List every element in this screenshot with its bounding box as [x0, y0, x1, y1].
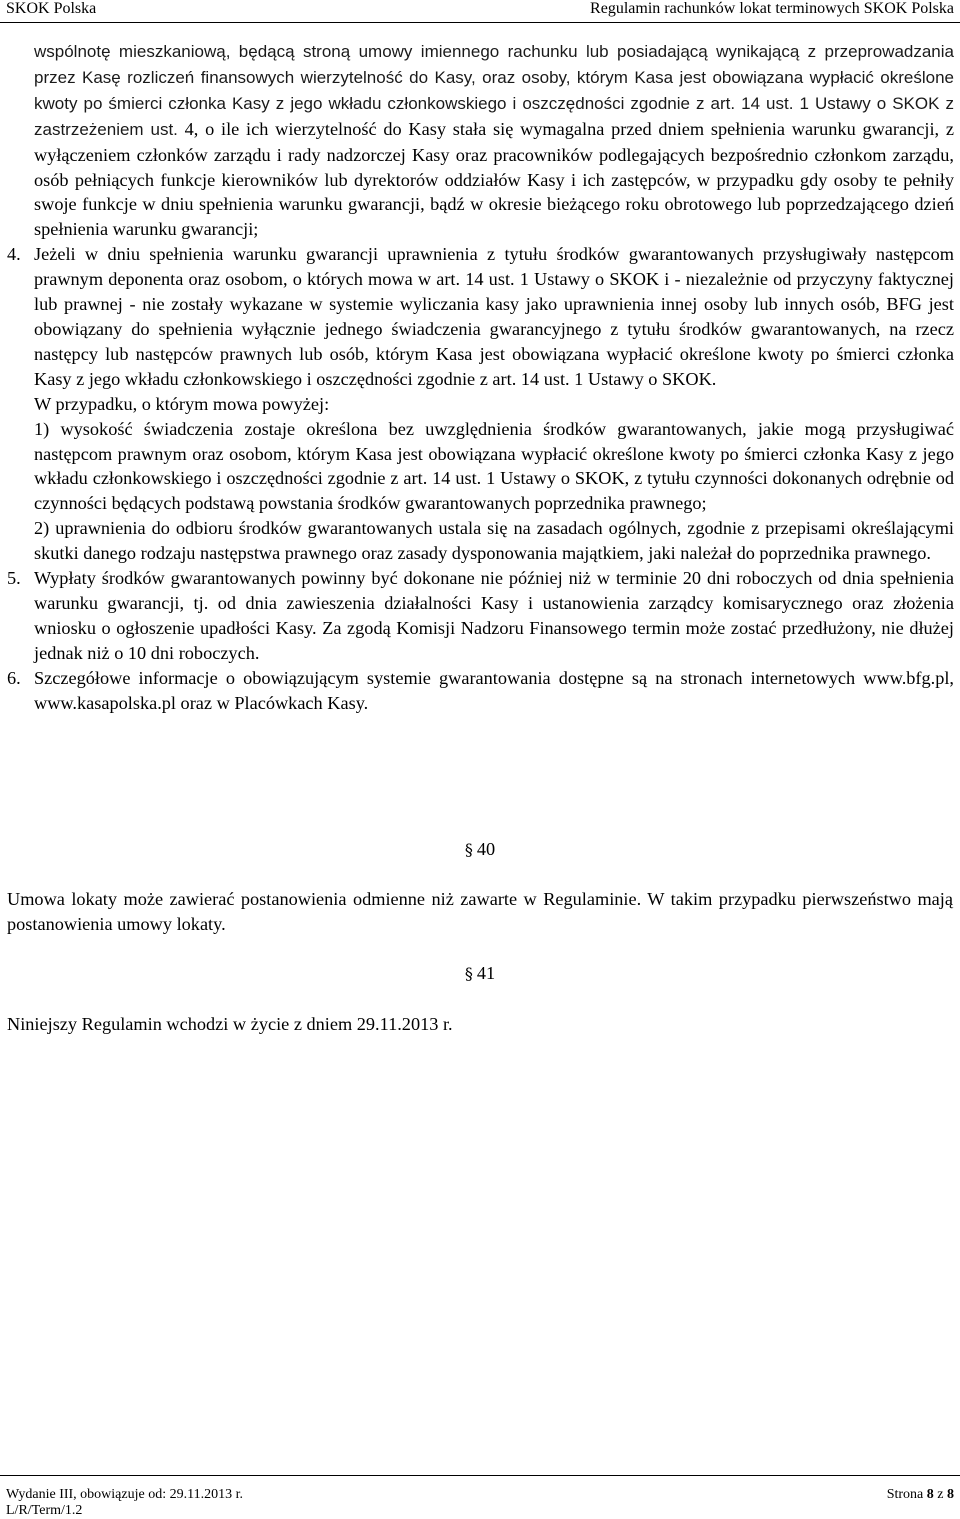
- section-40-paragraph: Umowa lokaty może zawierać postanowienia odmienne niż zawarte w Regulaminie. W takim przypadku pierwszeństwo mają postanowienia umowy lokaty.: [7, 889, 953, 934]
- document-body: [7, 39, 954, 715]
- section-symbol: §: [464, 840, 473, 859]
- list-item-6: [7, 666, 954, 716]
- footer-page-number: Strona 8 z 8: [886, 1487, 954, 1502]
- continuation-paragraph: [34, 39, 954, 242]
- header-document-title: Regulamin rachunków lokat terminowych SKOK Polska: [590, 0, 954, 17]
- page-footer: [0, 1475, 960, 1516]
- continuation-text-serif: 4, o ile ich wierzytelność do Kasy stała się wymagalna przed dniem spełnienia warunku gwarancji, z wyłączeniem członków zarządu i rady nadzorczej Kasy oraz pracowników podlegających bezpośrednio członkom zarządu, osób pełniących funkcje kierowników lub dyrektorów oddziałów Kasy i ich zastępców, w przypadku gdy osoby te pełniły swoje funkcje w dniu spełnienia warunku gwarancji, bądź w okresie bieżącego roku obrotowego lub poprzedzającego dzień spełnienia warunku gwarancji;: [34, 118, 954, 240]
- continuation-text-sans: wspólnotę mieszkaniową, będącą stroną umowy imiennego rachunku lub posiadającą wynikającą z przeprowadzania przez Kasę rozliczeń finansowych wierzytelność do Kasy, oraz osoby, którym Kasa jest obowiązana wypłacić określone kwoty po śmierci członka Kasy z jego wkładu członkowskiego i oszczędności zgodnie z art. 14 ust. 1 Ustawy o SKOK z zastrzeżeniem ust.: [34, 42, 954, 139]
- footer-edition: Wydanie III, obowiązuje od: 29.11.2013 r.: [6, 1487, 243, 1502]
- list-item-intro: W przypadku, o którym mowa powyżej:: [34, 393, 330, 414]
- list-item-text: Jeżeli w dniu spełnienia warunku gwarancji uprawnienia z tytułu środków gwarantowanych przysługiwały następcom prawnym deponenta oraz osobom, o których mowa w art. 14 ust. 1 Ustawy o SKOK i - niezależnie od przyczyny faktycznej lub prawnej - nie zostały wykazane w systemie wyliczania kasy jako uprawnienia innej osoby lub innych osób, BFG jest obowiązany do spełnienia wyłącznie jednego świadczenia gwarancyjnego z tytułu środków gwarantowanych, na rzecz następcy lub następców prawnych lub osób, którym Kasa jest obowiązana wypłacić określone kwoty po śmierci członka Kasy z jego wkładu członkowskiego i oszczędności zgodnie z art. 14 ust. 1 Ustawy o SKOK.: [34, 244, 954, 389]
- section-heading-40: [0, 839, 960, 860]
- sub-item-1: 1) wysokość świadczenia zostaje określona bez uwzględnienia środków gwarantowanych, jakie mogą przysługiwać następcom prawnym oraz osobom, którym Kasa jest obowiązana wypłacić określone kwoty po śmierci członka Kasy z jego wkładu członkowskiego i oszczędności zgodnie z art. 14 ust. 1 Ustawy o SKOK, z tytułu czynności dokonanych odrębnie od czynności będących podstawą powstania środków gwarantowanych poprzednika prawnego;: [34, 418, 954, 514]
- list-item-5: [7, 566, 954, 666]
- page-header: [0, 0, 960, 23]
- list-item-number: 5.: [7, 568, 21, 589]
- section-number: 40: [476, 839, 496, 859]
- list-item-number: 4.: [7, 244, 21, 265]
- list-item-number: 6.: [7, 667, 21, 688]
- header-org-name: SKOK Polska: [6, 0, 97, 17]
- section-41-paragraph: Niniejszy Regulamin wchodzi w życie z dniem 29.11.2013 r.: [7, 1014, 453, 1034]
- list-item-text: Wypłaty środków gwarantowanych powinny być dokonane nie później niż w terminie 20 dni roboczych od dnia spełnienia warunku gwarancji, tj. od dnia zawieszenia działalności Kasy i ustanowienia zarządcy komisarycznego oraz złożenia wniosku o ogłoszenie upadłości Kasy. Za zgodą Komisji Nadzoru Finansowego termin może zostać przedłużony, nie dłużej jednak niż o 10 dni roboczych.: [34, 568, 954, 663]
- list-item-4: [7, 242, 954, 566]
- list-item-text: Szczegółowe informacje o obowiązującym systemie gwarantowania dostępne są na stronach internetowych www.bfg.pl, www.kasapolska.pl oraz w Placówkach Kasy.: [34, 667, 954, 713]
- section-symbol: §: [464, 964, 473, 983]
- section-number: 41: [476, 963, 496, 983]
- sub-item-2: 2) uprawnienia do odbioru środków gwarantowanych ustala się na zasadach ogólnych, zgodnie z przepisami określającymi skutki danego rodzaju następstwa prawnego oraz zasady dysponowania majątkiem, jaki należał do poprzednika prawnego.: [34, 518, 954, 564]
- footer-document-code: L/R/Term/1.2: [6, 1503, 83, 1518]
- section-heading-41: [0, 963, 960, 984]
